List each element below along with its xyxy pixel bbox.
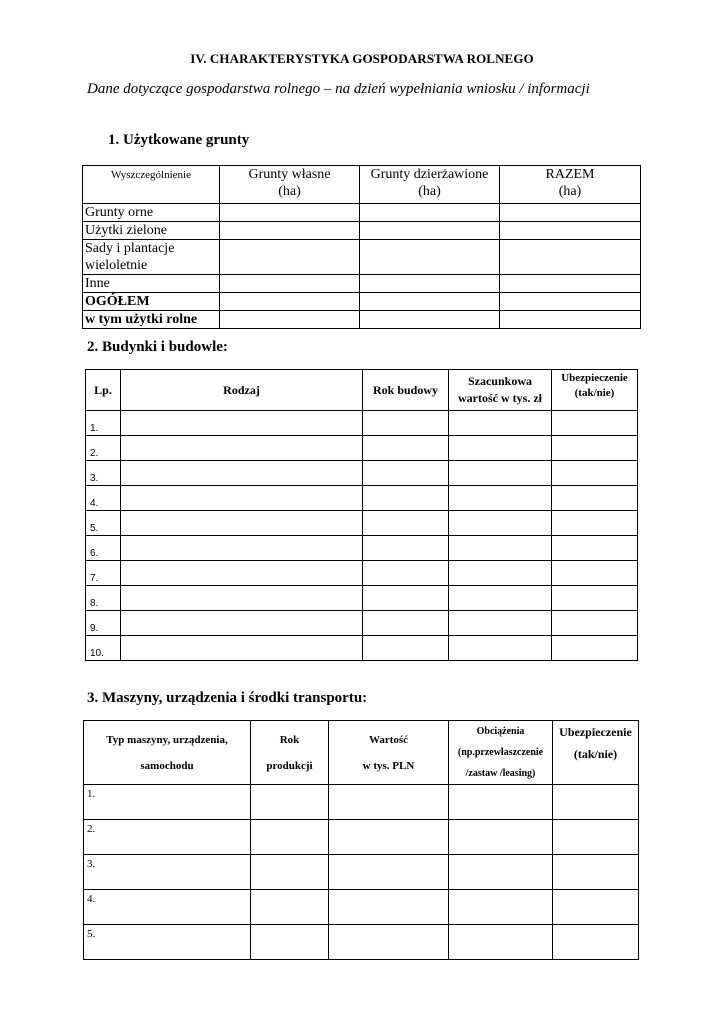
table-row <box>84 820 639 855</box>
table-row <box>83 293 641 311</box>
input-cell[interactable] <box>363 636 449 661</box>
header-ubezpieczenie: Ubezpieczenie (tak/nie) <box>553 721 639 785</box>
row-label: OGÓŁEM <box>83 293 220 311</box>
input-cell[interactable] <box>251 855 329 890</box>
input-cell[interactable] <box>363 486 449 511</box>
input-cell[interactable] <box>500 222 641 240</box>
input-cell[interactable] <box>449 611 552 636</box>
input-cell[interactable] <box>360 204 500 222</box>
input-cell[interactable] <box>121 411 363 436</box>
row-number: 9. <box>86 611 121 636</box>
input-cell[interactable] <box>500 293 641 311</box>
input-cell[interactable] <box>251 925 329 960</box>
input-cell[interactable] <box>552 461 638 486</box>
input-cell[interactable] <box>220 311 360 329</box>
input-cell[interactable] <box>329 890 449 925</box>
input-cell[interactable] <box>329 785 449 820</box>
table-row <box>86 436 638 461</box>
input-cell[interactable] <box>220 293 360 311</box>
input-cell[interactable] <box>552 586 638 611</box>
input-cell[interactable] <box>251 785 329 820</box>
header-rok-budowy: Rok budowy <box>363 370 449 411</box>
input-cell[interactable] <box>449 925 553 960</box>
table-row <box>84 855 639 890</box>
row-number: 6. <box>86 536 121 561</box>
input-cell[interactable] <box>449 486 552 511</box>
input-cell[interactable] <box>363 511 449 536</box>
header-szacunkowa-wartosc: Szacunkowa wartość w tys. zł <box>449 370 552 411</box>
input-cell[interactable] <box>363 461 449 486</box>
input-cell[interactable] <box>449 561 552 586</box>
input-cell[interactable] <box>121 461 363 486</box>
input-cell[interactable] <box>363 611 449 636</box>
table-row <box>84 925 639 960</box>
input-cell[interactable] <box>552 636 638 661</box>
table-row <box>83 311 641 329</box>
input-cell[interactable] <box>360 311 500 329</box>
input-cell[interactable] <box>121 536 363 561</box>
row-number[interactable]: 5. <box>84 925 251 960</box>
table-row <box>83 222 641 240</box>
table-row <box>86 511 638 536</box>
input-cell[interactable] <box>363 436 449 461</box>
row-label: Sady i plantacje wieloletnie <box>83 240 220 275</box>
input-cell[interactable] <box>500 204 641 222</box>
input-cell[interactable] <box>449 461 552 486</box>
input-cell[interactable] <box>363 536 449 561</box>
input-cell[interactable] <box>552 411 638 436</box>
input-cell[interactable] <box>121 486 363 511</box>
page-subtitle: Dane dotyczące gospodarstwa rolnego – na dzień wypełniania wniosku / informacji <box>87 81 590 97</box>
input-cell[interactable] <box>449 436 552 461</box>
input-cell[interactable] <box>449 855 553 890</box>
input-cell[interactable] <box>553 890 639 925</box>
row-number: 2. <box>86 436 121 461</box>
row-label: Użytki zielone <box>83 222 220 240</box>
input-cell[interactable] <box>552 611 638 636</box>
table-row <box>83 275 641 293</box>
input-cell[interactable] <box>553 785 639 820</box>
header-rok-produkcji: Rok produkcji <box>251 721 329 785</box>
header-wartosc: Wartość w tys. PLN <box>329 721 449 785</box>
row-label: Grunty orne <box>83 204 220 222</box>
machinery-table <box>83 720 639 960</box>
input-cell[interactable] <box>251 820 329 855</box>
input-cell[interactable] <box>552 536 638 561</box>
input-cell[interactable] <box>121 561 363 586</box>
header-lp: Lp. <box>86 370 121 411</box>
input-cell[interactable] <box>449 511 552 536</box>
input-cell[interactable] <box>329 855 449 890</box>
header-wyszczegolnienie: Wyszczególnienie <box>83 166 220 204</box>
input-cell[interactable] <box>360 222 500 240</box>
table-row <box>86 486 638 511</box>
input-cell[interactable] <box>500 275 641 293</box>
row-number: 10. <box>86 636 121 661</box>
row-number[interactable]: 4. <box>84 890 251 925</box>
row-number: 7. <box>86 561 121 586</box>
row-number: 8. <box>86 586 121 611</box>
input-cell[interactable] <box>449 820 553 855</box>
input-cell[interactable] <box>360 275 500 293</box>
input-cell[interactable] <box>553 925 639 960</box>
table-row <box>86 411 638 436</box>
input-cell[interactable] <box>360 293 500 311</box>
land-use-table <box>82 165 641 329</box>
row-number[interactable]: 2. <box>84 820 251 855</box>
input-cell[interactable] <box>121 636 363 661</box>
input-cell[interactable] <box>449 411 552 436</box>
input-cell[interactable] <box>329 925 449 960</box>
input-cell[interactable] <box>552 436 638 461</box>
header-rodzaj: Rodzaj <box>121 370 363 411</box>
row-number[interactable]: 3. <box>84 855 251 890</box>
table-row <box>86 461 638 486</box>
row-number[interactable]: 1. <box>84 785 251 820</box>
row-number: 1. <box>86 411 121 436</box>
input-cell[interactable] <box>500 311 641 329</box>
header-grunty-wlasne: Grunty własne (ha) <box>220 166 360 204</box>
input-cell[interactable] <box>121 586 363 611</box>
input-cell[interactable] <box>329 820 449 855</box>
table-row <box>86 636 638 661</box>
table-row <box>83 240 641 275</box>
input-cell[interactable] <box>552 561 638 586</box>
row-label: w tym użytki rolne <box>83 311 220 329</box>
input-cell[interactable] <box>363 411 449 436</box>
section-1-heading: 1. Użytkowane grunty <box>108 132 250 148</box>
row-number: 3. <box>86 461 121 486</box>
header-ubezpieczenie: Ubezpieczenie (tak/nie) <box>552 370 638 411</box>
table-row <box>84 785 639 820</box>
table-row <box>86 561 638 586</box>
table-row <box>83 204 641 222</box>
input-cell[interactable] <box>553 820 639 855</box>
input-cell[interactable] <box>220 275 360 293</box>
input-cell[interactable] <box>449 785 553 820</box>
input-cell[interactable] <box>220 222 360 240</box>
input-cell[interactable] <box>363 561 449 586</box>
input-cell[interactable] <box>220 240 360 275</box>
input-cell[interactable] <box>552 486 638 511</box>
buildings-table <box>85 369 638 661</box>
section-3-heading: 3. Maszyny, urządzenia i środki transportu: <box>87 690 368 706</box>
table-row <box>86 536 638 561</box>
page-title: IV. CHARAKTERYSTYKA GOSPODARSTWA ROLNEGO <box>190 51 534 66</box>
input-cell[interactable] <box>552 511 638 536</box>
header-obciazenia: Obciążenia (np.przewłaszczenie /zastaw /leasing) <box>449 721 553 785</box>
section-2-heading: 2. Budynki i budowle: <box>87 339 228 355</box>
input-cell[interactable] <box>251 890 329 925</box>
input-cell[interactable] <box>449 636 552 661</box>
table-row <box>84 890 639 925</box>
input-cell[interactable] <box>121 511 363 536</box>
input-cell[interactable] <box>553 855 639 890</box>
table-row <box>86 586 638 611</box>
table-row <box>86 611 638 636</box>
header-typ-maszyny: Typ maszyny, urządzenia, samochodu <box>84 721 251 785</box>
input-cell[interactable] <box>500 240 641 275</box>
input-cell[interactable] <box>449 890 553 925</box>
input-cell[interactable] <box>220 204 360 222</box>
row-label: Inne <box>83 275 220 293</box>
header-grunty-dzierzawione: Grunty dzierżawione (ha) <box>360 166 500 204</box>
input-cell[interactable] <box>121 436 363 461</box>
header-razem: RAZEM (ha) <box>500 166 641 204</box>
input-cell[interactable] <box>360 240 500 275</box>
input-cell[interactable] <box>449 536 552 561</box>
input-cell[interactable] <box>449 586 552 611</box>
row-number: 4. <box>86 486 121 511</box>
input-cell[interactable] <box>121 611 363 636</box>
input-cell[interactable] <box>363 586 449 611</box>
row-number: 5. <box>86 511 121 536</box>
